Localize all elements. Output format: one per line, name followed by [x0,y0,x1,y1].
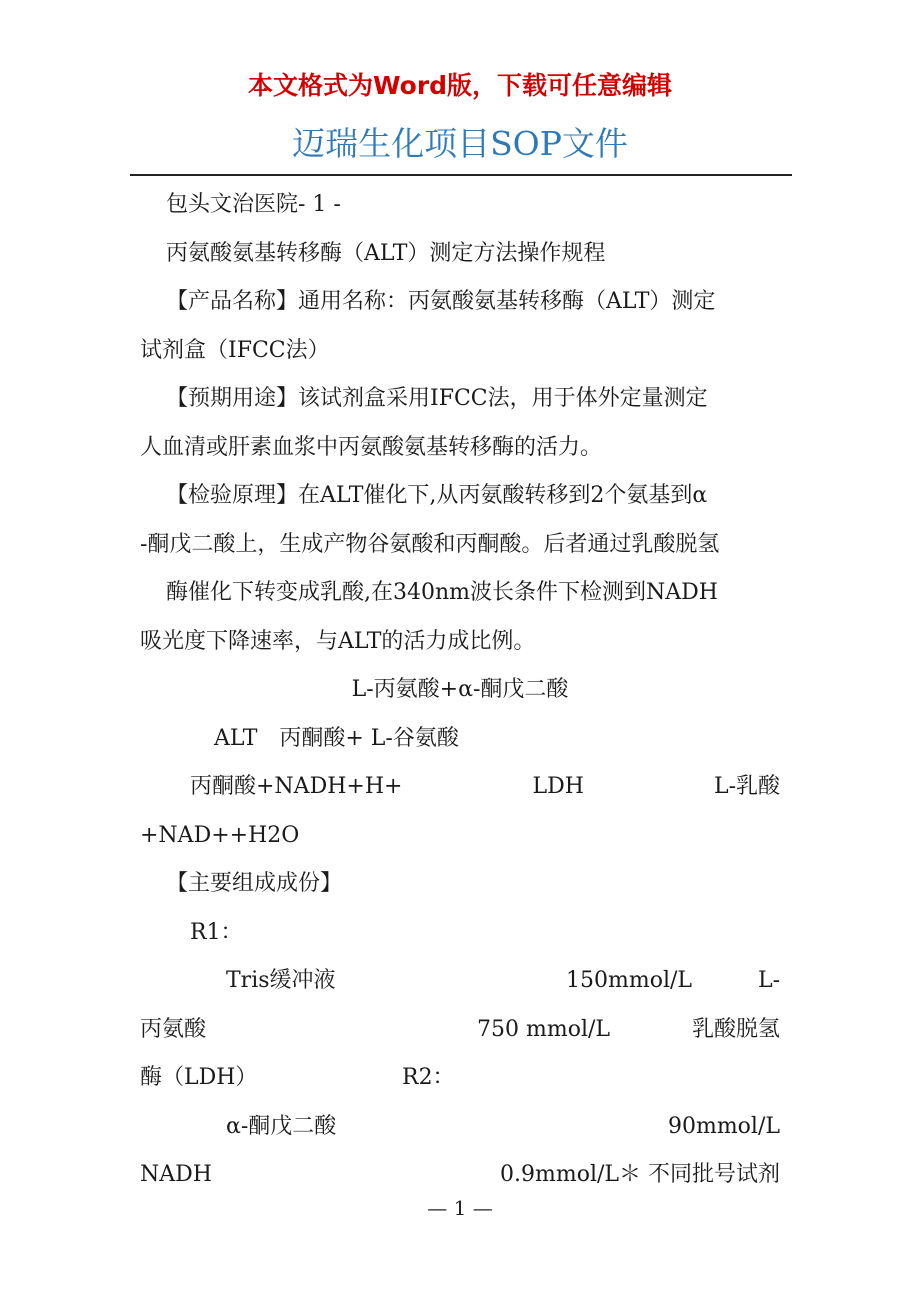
product-name-line: 【产品名称】通用名称：丙氨酸氨基转移酶（ALT）测定 [166,289,716,314]
r1-row-2 [140,1011,780,1060]
principle-cont-1: -酮戊二酸上，生成产物谷氨酸和丙酮酸。后者通过乳酸脱氢 [140,531,720,557]
reaction-3-enzyme: LDH [532,774,584,799]
intended-use-cont: 人血清或肝素血浆中丙氨酸氨基转移酶的活力。 [140,434,603,460]
nadh-conc: 0.9mmol/L＊ 不同批号试剂 [499,1162,780,1187]
alanine-conc: 750 mmol/L [477,1016,611,1042]
alanine-label: 丙氨酸 [140,1016,207,1042]
reaction-3-left: 丙酮酸+NADH+H+ [190,774,403,799]
r1-label: R1： [190,919,243,945]
r1-row-3 [140,1059,780,1108]
reaction-3-cont: +NAD++H2O [140,822,300,848]
document-title: 迈瑞生化项目SOP文件 [292,124,628,163]
tris-conc: 150mmol/L [566,968,693,993]
ldh-cont: 酶（LDH） [140,1065,258,1090]
alanine-prefix: L- [757,968,780,993]
ketoglutarate-conc: 90mmol/L [667,1113,780,1139]
hospital-line: 包头文治医院- 1 - [166,192,341,217]
procedure-title: 丙氨酸氨基转移酶（ALT）测定方法操作规程 [166,240,606,266]
principle-line: 【检验原理】在ALT催化下,从丙氨酸转移到2个氨基到α [166,483,708,508]
r1-row-1 [140,962,780,1011]
header-rule [130,174,792,176]
reaction-1: L-丙氨酸+α-酮戊二酸 [351,677,569,702]
intended-use-line: 【预期用途】该试剂盒采用IFCC法，用于体外定量测定 [166,386,708,411]
reaction-2: ALT 丙酮酸+ L-谷氨酸 [214,725,459,751]
document-body [140,186,780,1205]
ketoglutarate-label: α-酮戊二酸 [226,1113,337,1139]
tris-buffer: Tris缓冲液 [226,968,336,993]
ldh-label: 乳酸脱氢 [691,1016,780,1042]
r2-label: R2： [402,1065,455,1090]
product-name-cont: 试剂盒（IFCC法） [140,337,330,363]
principle-cont-2: 酶催化下转变成乳酸,在340nm波长条件下检测到NADH [166,580,718,605]
nadh-label: NADH [140,1162,212,1187]
reaction-3 [140,768,780,817]
composition-heading: 【主要组成成份】 [166,871,343,896]
reaction-3-right: L-乳酸 [713,774,780,799]
principle-cont-3: 吸光度下降速率，与ALT的活力成比例。 [140,628,536,654]
page-number: — 1 — [427,1196,493,1220]
download-banner: 本文格式为Word版，下载可任意编辑 [247,71,673,100]
r2-row-1 [140,1108,780,1157]
